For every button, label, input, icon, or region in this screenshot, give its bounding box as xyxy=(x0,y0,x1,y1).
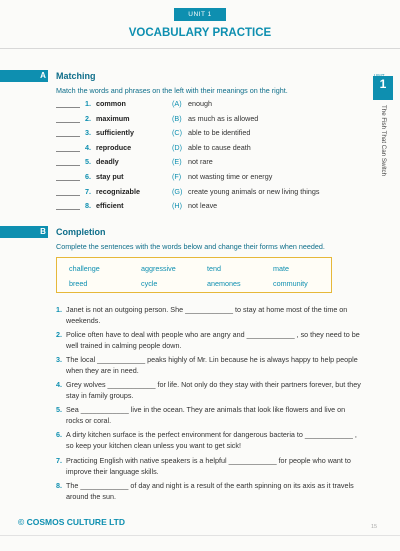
matching-row xyxy=(56,113,356,124)
page-title: VOCABULARY PRACTICE xyxy=(128,27,272,39)
unit-tab: UNIT 1 xyxy=(174,8,226,21)
matching-row xyxy=(56,186,356,197)
word-bank-item: tend xyxy=(207,264,221,273)
answer-blank[interactable] xyxy=(56,209,80,210)
sentence-number: 6. xyxy=(56,430,62,439)
meaning-text: able to cause death xyxy=(188,142,251,152)
footer-divider xyxy=(0,535,400,536)
matching-row xyxy=(56,156,356,167)
matching-row xyxy=(56,200,356,211)
vocab-word: stay put xyxy=(96,172,124,181)
item-number: 3. xyxy=(85,128,91,138)
sentence-number: 2. xyxy=(56,330,62,339)
matching-row xyxy=(56,142,356,153)
sentence-number: 1. xyxy=(56,305,62,314)
sentence-number: 4. xyxy=(56,380,62,389)
sentence-text: Practicing English with native speakers is a helpful ____________ for people who want to improve their language skills. xyxy=(66,456,351,476)
item-number: 8. xyxy=(85,201,91,211)
meaning-letter: (G) xyxy=(172,186,183,196)
answer-blank[interactable] xyxy=(56,195,80,196)
vocab-word: efficient xyxy=(96,201,124,211)
word-bank-item: cycle xyxy=(141,279,158,288)
meaning-text: not rare xyxy=(188,157,213,167)
section-b-letter: B xyxy=(40,227,46,236)
sentence-text: The local ____________ peaks highly of Mr. Lin because he is always happy to help people when they are in need. xyxy=(66,355,358,375)
word-bank-item: mate xyxy=(273,264,289,273)
vocab-word: recognizable xyxy=(96,186,140,196)
completion-sentence xyxy=(56,456,364,477)
item-number: 2. xyxy=(85,113,91,123)
meaning-letter: (D) xyxy=(172,142,182,152)
completion-sentence xyxy=(56,430,364,451)
item-number: 5. xyxy=(85,157,91,167)
meaning-letter: (F) xyxy=(172,172,182,181)
word-bank-item: community xyxy=(273,279,308,288)
meaning-letter: (A) xyxy=(172,99,182,108)
item-number: 7. xyxy=(85,186,91,196)
page-number: 15 xyxy=(371,524,378,530)
meaning-text: able to be identified xyxy=(188,128,251,138)
title-divider xyxy=(0,48,400,49)
sentence-text: A dirty kitchen surface is the perfect environment for dangerous bacteria to ____________ , so keep your kitchen clean unless you want to get sick! xyxy=(66,430,357,450)
word-bank-item: aggressive xyxy=(141,264,176,273)
item-number: 1. xyxy=(85,99,91,108)
meaning-letter: (C) xyxy=(172,128,182,138)
sentence-number: 3. xyxy=(56,355,62,364)
item-number: 4. xyxy=(85,142,91,152)
completion-sentence xyxy=(56,330,364,351)
section-a-title: Matching xyxy=(56,71,96,81)
vocab-word: common xyxy=(96,99,126,108)
sentence-text: Sea ____________ live in the ocean. They are animals that look like flowers and live on rocks or coral. xyxy=(66,405,346,425)
sentence-text: Grey wolves ____________ for life. Not only do they stay with their partners forever, but they stay in family groups. xyxy=(66,380,361,400)
completion-sentence xyxy=(56,355,364,376)
meaning-text: not wasting time or energy xyxy=(188,172,273,181)
word-bank-item: anemones xyxy=(207,279,241,288)
answer-blank[interactable] xyxy=(56,122,80,123)
word-bank-item: challenge xyxy=(69,264,100,273)
answer-blank[interactable] xyxy=(56,107,80,108)
matching-row xyxy=(56,98,356,109)
answer-blank[interactable] xyxy=(56,136,80,137)
sentence-text: Janet is not an outgoing person. She ____________ to stay at home most of the time on weekends. xyxy=(66,305,348,325)
meaning-text: create young animals or new living things xyxy=(188,186,320,196)
matching-row xyxy=(56,127,356,138)
item-number: 6. xyxy=(85,172,91,181)
word-bank-item: breed xyxy=(69,279,88,288)
meaning-text: as much as is allowed xyxy=(188,113,259,123)
completion-sentence xyxy=(56,481,364,502)
answer-blank[interactable] xyxy=(56,151,80,152)
meaning-letter: (H) xyxy=(172,201,182,211)
vocab-word: reproduce xyxy=(96,142,132,152)
meaning-letter: (B) xyxy=(172,113,182,123)
sentence-number: 8. xyxy=(56,481,62,490)
meaning-text: not leave xyxy=(188,201,218,211)
vocab-word: maximum xyxy=(96,113,130,123)
completion-sentence xyxy=(56,305,364,326)
sentence-text: Police often have to deal with people who are angry and ____________ , so they need to be well trained in calming people down. xyxy=(66,330,360,350)
section-a-instruction: Match the words and phrases on the left with their meanings on the right. xyxy=(56,86,288,95)
section-b-title: Completion xyxy=(56,227,106,237)
side-unit-tab xyxy=(373,76,393,100)
sentence-number: 5. xyxy=(56,405,62,414)
meaning-letter: (E) xyxy=(172,157,182,167)
sentence-number: 7. xyxy=(56,456,62,465)
completion-sentence xyxy=(56,380,364,401)
word-bank xyxy=(56,257,332,293)
vocab-word: sufficiently xyxy=(96,128,134,138)
matching-row xyxy=(56,171,356,182)
section-b-instruction: Complete the sentences with the words below and change their forms when needed. xyxy=(56,242,325,251)
answer-blank[interactable] xyxy=(56,165,80,166)
side-unit-number: 1 xyxy=(379,77,387,91)
vocab-word: deadly xyxy=(96,157,119,167)
side-vertical-title: The Fish That Can Switch xyxy=(380,105,387,177)
completion-sentence xyxy=(56,405,364,426)
sentence-text: The ____________ of day and night is a result of the earth spinning on its axis as it travels around the sun. xyxy=(66,481,354,501)
section-a-letter: A xyxy=(40,71,46,80)
publisher-logo: © COSMOS CULTURE LTD xyxy=(18,517,125,527)
answer-blank[interactable] xyxy=(56,180,80,181)
meaning-text: enough xyxy=(188,99,212,108)
